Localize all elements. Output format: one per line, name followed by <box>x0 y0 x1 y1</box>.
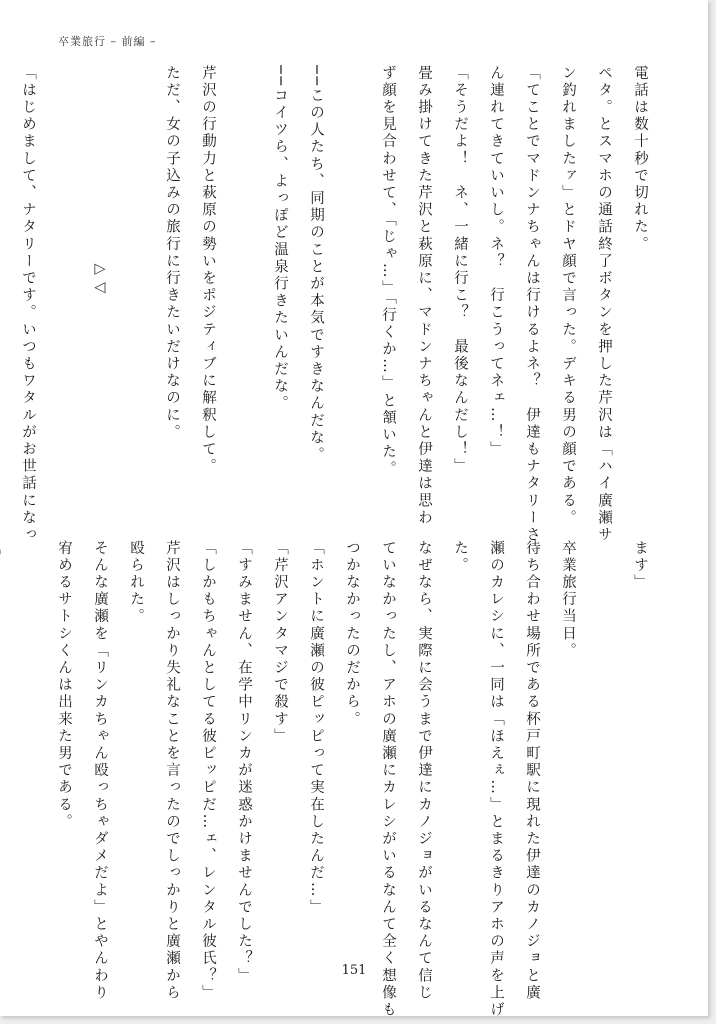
text-line: 瀬のカレシに、一同は「ほえぇ…」とまるきりアホの声を上げ <box>488 540 504 1019</box>
vertical-text-upper <box>20 65 658 544</box>
text-line <box>586 540 622 950</box>
text-line: ペタ。とスマホの通話終了ボタンを押した芹沢は「ハイ廣瀬サ <box>596 65 612 544</box>
text-line: 「てことでマドンナちゃんは行けるよネ？ 伊達もナタリーさ <box>524 65 540 544</box>
text-line: た。 <box>452 540 468 575</box>
text-line: ただ、女の子込みの旅行に行きたいだけなのに。 <box>164 65 180 442</box>
text-line: 「芹沢アンタマジで殺す」 <box>272 540 288 746</box>
text-line: 芹沢はしっかり失礼なことを言ったのでしっかりと廣瀬から <box>164 540 180 1002</box>
scene-break-mark: ▷◁ <box>92 261 108 299</box>
text-line: 「しかもちゃんとしてる彼ピッピだ…ェ、レンタル彼氏？」 <box>200 540 216 1002</box>
page-number: 151 <box>341 963 367 978</box>
text-line: ン釣れましたァ」とドヤ顔で言った。デキる男の顔である。 <box>560 65 576 527</box>
text-line: 「はじめまして、ナタリーです。いつもワタルがお世話になっ <box>20 65 36 544</box>
text-line <box>334 65 370 495</box>
text-line: ず顔を見合わせて、「じゃ…」「行くか…」と頷いた。 <box>380 65 396 478</box>
text-line: 畳み掛けてきた芹沢と萩原に、マドンナちゃんと伊達は思わ <box>416 65 432 527</box>
text-line <box>118 65 154 495</box>
text-line <box>0 540 10 950</box>
text-line: ──コイツら、よっぽど温泉行きたいんだな。 <box>272 65 288 413</box>
text-line: 「ホントに廣瀬の彼ピッピって実在したんだ…」 <box>308 540 324 917</box>
text-line: つかなかったのだから。 <box>344 540 360 729</box>
text-line: ていなかったし、アホの廣瀬にカレシがいるなんて全く想像も <box>380 540 396 1019</box>
text-line: ──この人たち、同期のことが本気ですきなんだな。 <box>308 65 324 464</box>
text-line <box>10 540 46 950</box>
text-line <box>226 65 262 495</box>
text-block-upper <box>20 65 658 544</box>
text-line: ん連れてきていいし。ネ？ 行こうってネェ…！」 <box>488 65 504 459</box>
text-line: 待ち合わせ場所である杯戸町駅に現れた伊達のカノジョと廣 <box>524 540 540 1002</box>
running-head: 卒業旅行 – 前編 – <box>58 35 157 48</box>
text-line: 「すみません、在学中リンカが迷惑かけませんでした？」 <box>236 540 252 985</box>
text-line <box>46 65 82 495</box>
text-line: ます」 <box>632 540 648 592</box>
text-line: 殴られた。 <box>128 540 144 626</box>
text-line: そんな廣瀬を「リンカちゃん殴っちゃダメだよ」とやんわり <box>92 540 108 1002</box>
text-line: 「そうだよ！ ネ、一緒に行こ？ 最後なんだし！」 <box>452 65 468 476</box>
text-line: 卒業旅行当日。 <box>560 540 576 660</box>
text-line: なぜなら、実際に会うまで伊達にカノジョがいるなんて信じ <box>416 540 432 1002</box>
text-line: 芹沢の行動力と萩原の勢いをポジティブに解釈して。 <box>200 65 216 476</box>
text-line <box>0 65 10 495</box>
text-line: 電話は数十秒で切れた。 <box>632 65 648 254</box>
text-line: 宥めるサトシくんは出来た男である。 <box>56 540 72 831</box>
